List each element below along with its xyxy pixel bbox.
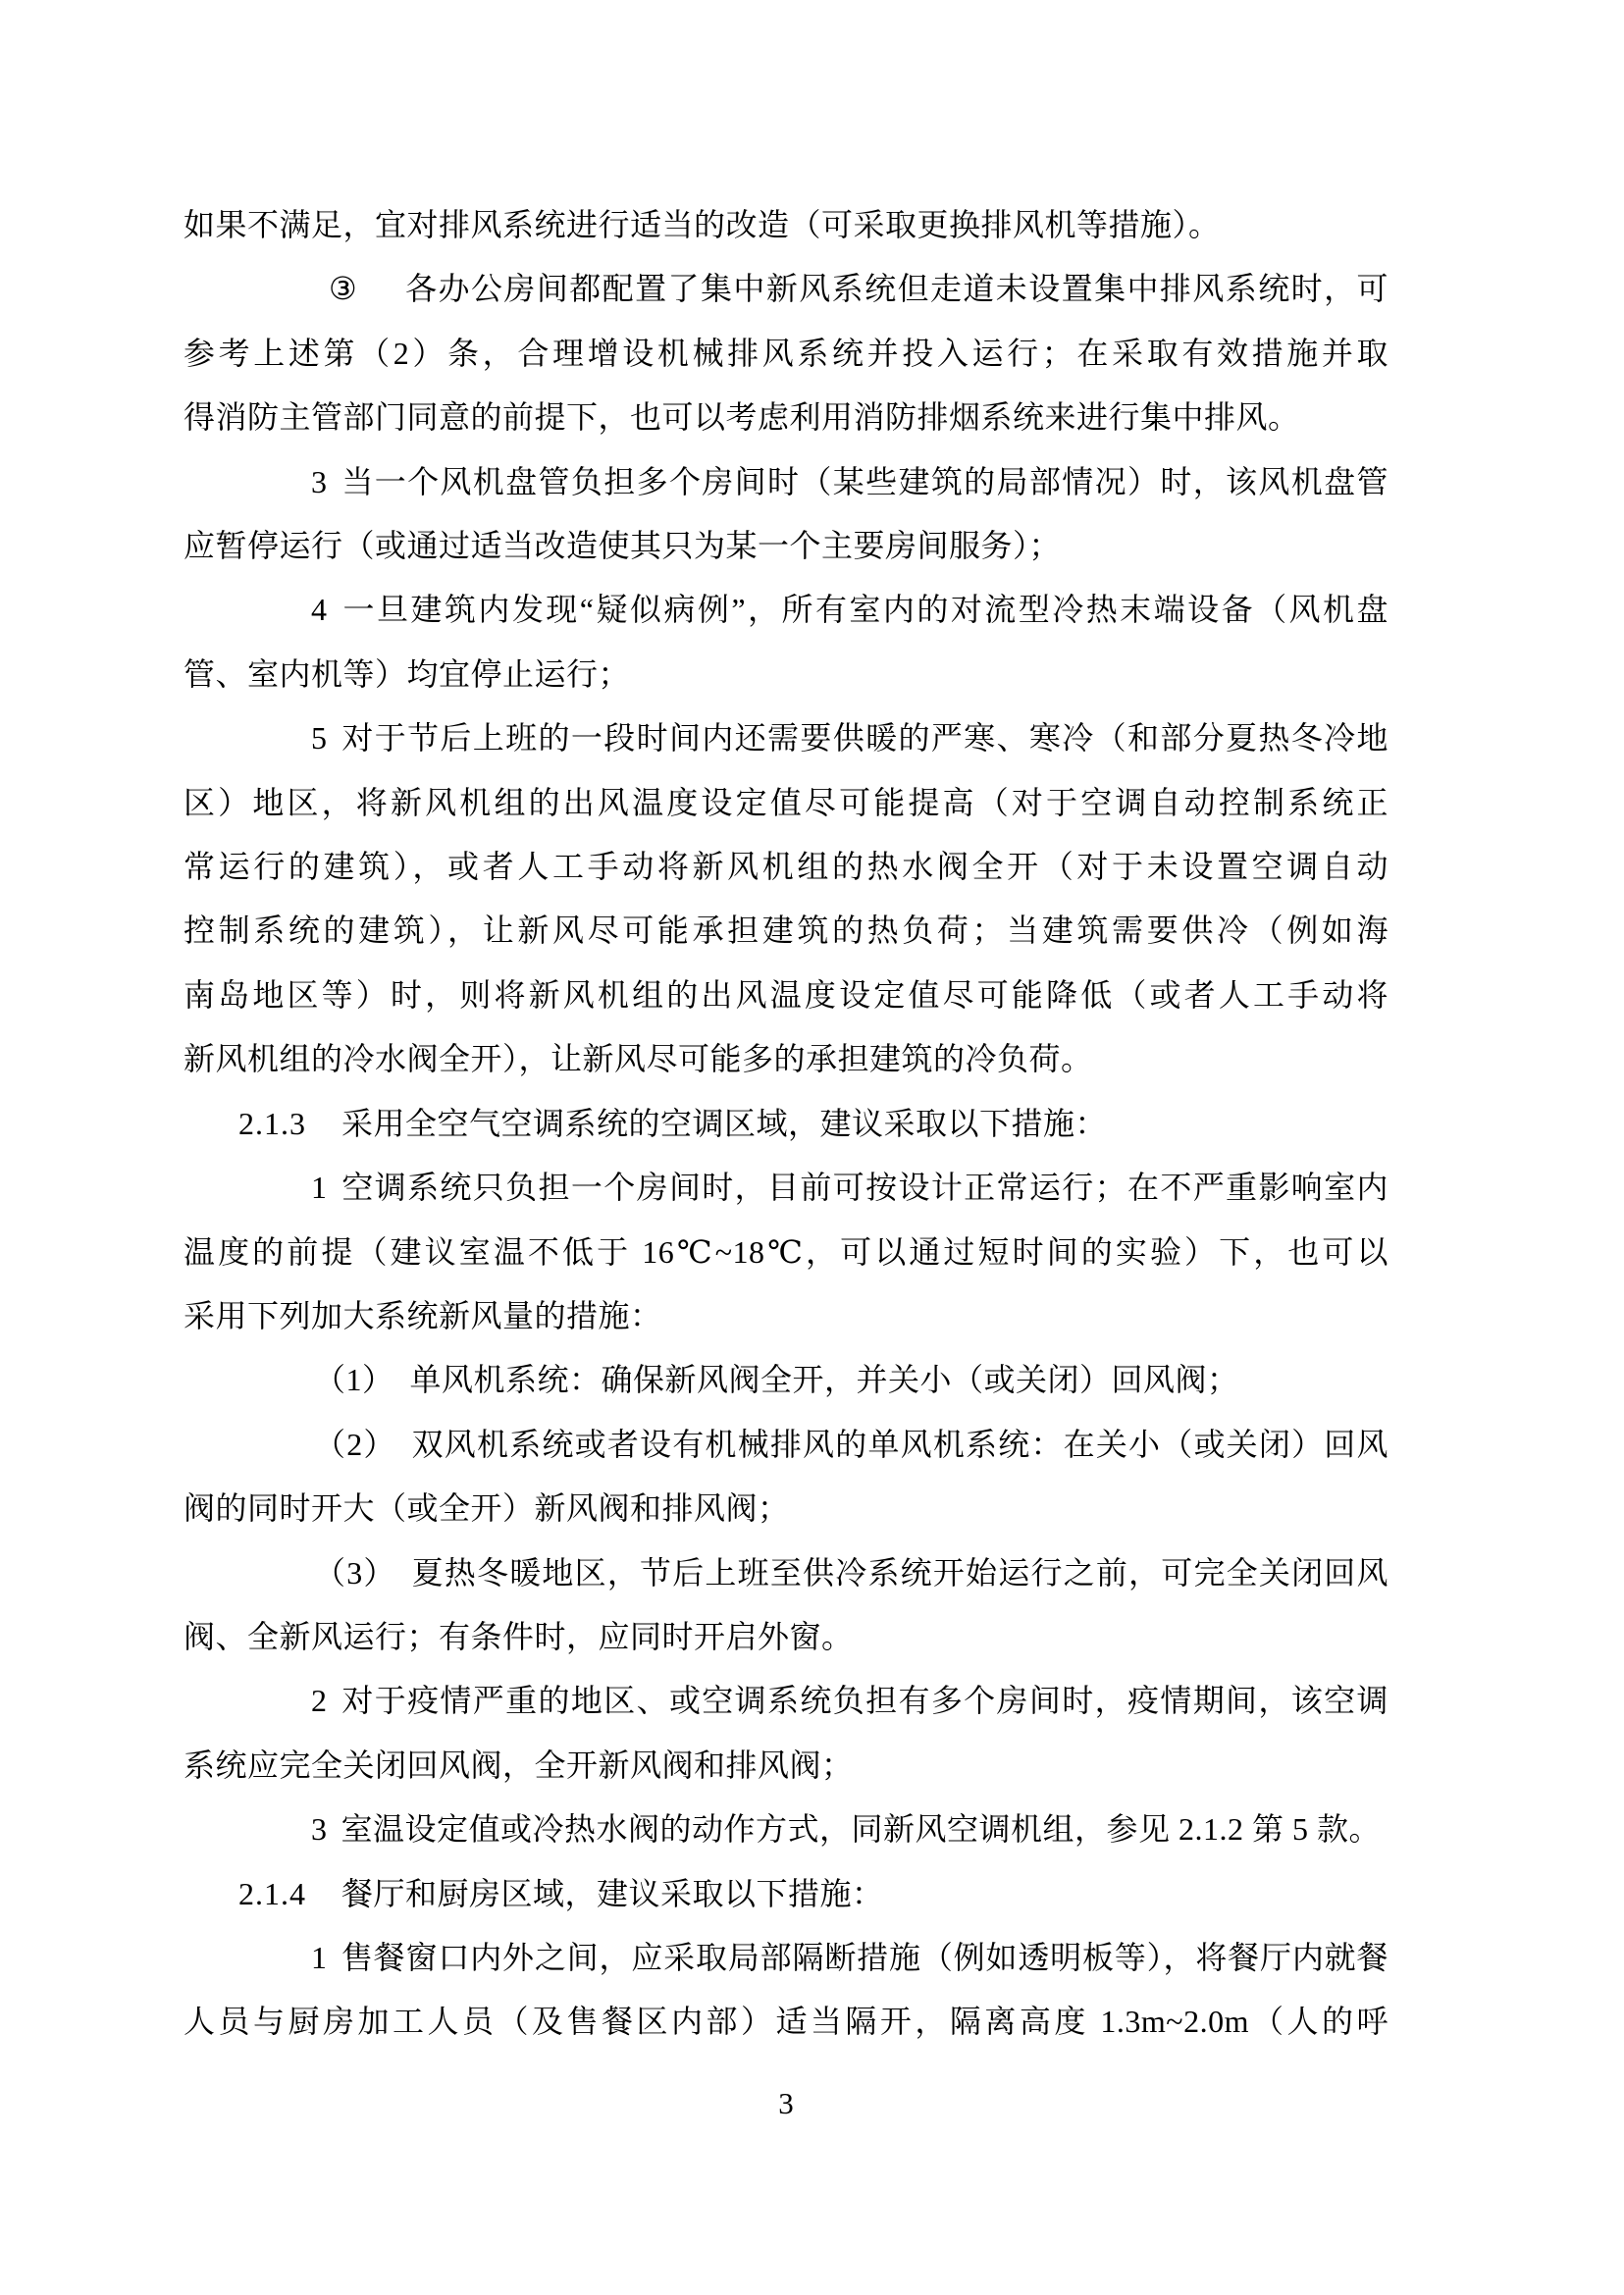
item-marker: （2）	[314, 1426, 396, 1462]
text-line	[183, 1669, 1388, 1733]
item-marker: （3）	[314, 1554, 396, 1591]
item-marker: 5	[311, 720, 328, 756]
section-number: 2.1.4	[238, 1875, 306, 1911]
line-text: 采用全空气空调系统的空调区域，建议采取以下措施：	[341, 1105, 1108, 1141]
text-line	[183, 1926, 1388, 1990]
text-line: 得消防主管部门同意的前提下，也可以考虑利用消防排烟系统来进行集中排风。	[183, 399, 1300, 436]
line-text: 单风机系统：确保新风阀全开，并关小（或关闭）回风阀；	[409, 1362, 1239, 1398]
text-line: 阀、全新风运行；有条件时，应同时开启外窗。	[183, 1618, 854, 1654]
item-marker: 3	[311, 1811, 328, 1848]
text-line	[183, 1348, 1388, 1412]
item-marker: 1	[311, 1939, 328, 1975]
item-marker: 4	[311, 592, 328, 628]
item-marker: （1）	[314, 1362, 394, 1398]
text-line: 采用下列加大系统新风量的措施：	[183, 1297, 662, 1333]
line-text: 空调系统只负担一个房间时，目前可按设计正常运行；在不严重影响室内	[341, 1170, 1388, 1206]
line-text: 一旦建筑内发现“疑似病例”，所有室内的对流型冷热末端设备（风机盘	[341, 592, 1388, 628]
page-body	[183, 193, 1388, 2055]
text-line: 应暂停运行（或通过适当改造使其只为某一个主要房间服务）；	[183, 528, 1062, 564]
text-line: 管、室内机等）均宜停止运行；	[183, 655, 631, 692]
text-line: 控制系统的建筑），让新风尽可能承担建筑的热负荷；当建筑需要供冷（例如海	[183, 913, 1388, 949]
text-line	[183, 1798, 1388, 1861]
line-text: 室温设定值或冷热水阀的动作方式，同新风空调机组，参见 2.1.2 第 5 款。	[341, 1811, 1382, 1848]
text-line	[183, 450, 1388, 514]
text-line	[183, 257, 1388, 321]
text-line: 区）地区，将新风机组的出风温度设定值尽可能提高（对于空调自动控制系统正	[183, 784, 1388, 820]
line-text: 对于疫情严重的地区、或空调系统负担有多个房间时，疫情期间，该空调	[341, 1683, 1388, 1719]
text-line	[183, 1413, 1388, 1477]
line-text: 双风机系统或者设有机械排风的单风机系统：在关小（或关闭）回风	[411, 1426, 1388, 1462]
page-number: 3	[778, 2086, 794, 2120]
item-marker: ③	[329, 271, 359, 307]
text-line: 南岛地区等）时，则将新风机组的出风温度设定值尽可能降低（或者人工手动将	[183, 976, 1388, 1013]
line-text: 餐厅和厨房区域，建议采取以下措施：	[341, 1875, 884, 1911]
text-line	[183, 1541, 1388, 1605]
text-line	[183, 1092, 1388, 1156]
line-text: 售餐窗口内外之间，应采取局部隔断措施（例如透明板等），将餐厅内就餐	[341, 1939, 1388, 1975]
text-line: 参考上述第（2）条，合理增设机械排风系统并投入运行；在采取有效措施并取	[183, 335, 1388, 371]
section-number: 2.1.3	[238, 1105, 306, 1141]
text-line: 人员与厨房加工人员（及售餐区内部）适当隔开，隔离高度 1.3m~2.0m（人的呼	[183, 2004, 1388, 2040]
text-line	[183, 706, 1388, 770]
item-marker: 2	[311, 1683, 328, 1719]
text-line	[183, 1156, 1388, 1220]
text-line: 阀的同时开大（或全开）新风阀和排风阀；	[183, 1490, 790, 1527]
item-marker: 3	[311, 463, 328, 499]
text-line: 常运行的建筑），或者人工手动将新风机组的热水阀全开（对于未设置空调自动	[183, 849, 1388, 885]
line-text: 夏热冬暖地区，节后上班至供冷系统开始运行之前，可完全关闭回风	[411, 1554, 1388, 1591]
text-line: 温度的前提（建议室温不低于 16℃~18℃，可以通过短时间的实验）下，也可以	[183, 1233, 1388, 1270]
item-marker: 1	[311, 1170, 328, 1206]
text-line: 新风机组的冷水阀全开），让新风尽可能多的承担建筑的冷负荷。	[183, 1041, 1093, 1077]
line-text: 对于节后上班的一段时间内还需要供暖的严寒、寒冷（和部分夏热冬冷地	[341, 720, 1388, 756]
text-line	[183, 1862, 1388, 1926]
line-text: 各办公房间都配置了集中新风系统但走道未设置集中排风系统时，可	[405, 271, 1388, 307]
text-line: 如果不满足，宜对排风系统进行适当的改造（可采取更换排风机等措施）。	[183, 207, 1221, 242]
text-line: 系统应完全关闭回风阀，全开新风阀和排风阀；	[183, 1747, 854, 1783]
text-line	[183, 578, 1388, 642]
line-text: 当一个风机盘管负担多个房间时（某些建筑的局部情况）时，该风机盘管	[341, 463, 1388, 499]
